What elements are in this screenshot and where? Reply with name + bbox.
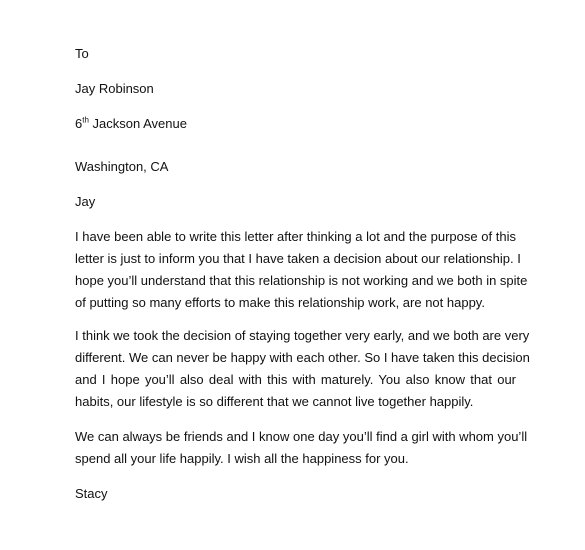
paragraph-line: of putting so many efforts to make this relationship work, are not happy.	[75, 295, 485, 310]
paragraph-line: different. We can never be happy with each other. So I have taken this decision	[75, 350, 530, 365]
salutation-to: To	[75, 46, 89, 61]
paragraph-line: letter is just to inform you that I have taken a decision about our relationship. I	[75, 251, 521, 266]
recipient-name: Jay Robinson	[75, 81, 154, 96]
paragraph-line: habits, our lifestyle is so different that we cannot live together happily.	[75, 394, 474, 409]
paragraph-line: and I hope you’ll also deal with this with maturely. You also know that our	[75, 372, 516, 387]
recipient-city: Washington, CA	[75, 159, 169, 174]
paragraph-3	[75, 426, 528, 470]
address-number: 6	[75, 116, 83, 131]
paragraph-2	[75, 325, 530, 413]
signature: Stacy	[75, 486, 108, 501]
paragraph-line: I think we took the decision of staying together very early, and we both are very	[75, 328, 530, 343]
address-street: Jackson Avenue	[88, 116, 187, 131]
paragraph-1	[75, 226, 528, 314]
address-ordinal-suffix: th	[82, 115, 89, 125]
greeting: Jay	[75, 194, 96, 209]
paragraph-line: I have been able to write this letter after thinking a lot and the purpose of this	[75, 229, 516, 244]
paragraph-line: We can always be friends and I know one day you’ll find a girl with whom you’ll	[75, 429, 528, 444]
paragraph-line: hope you’ll understand that this relationship is not working and we both in spite	[75, 273, 528, 288]
paragraph-line: spend all your life happily. I wish all the happiness for you.	[75, 451, 409, 466]
recipient-address	[75, 116, 187, 132]
